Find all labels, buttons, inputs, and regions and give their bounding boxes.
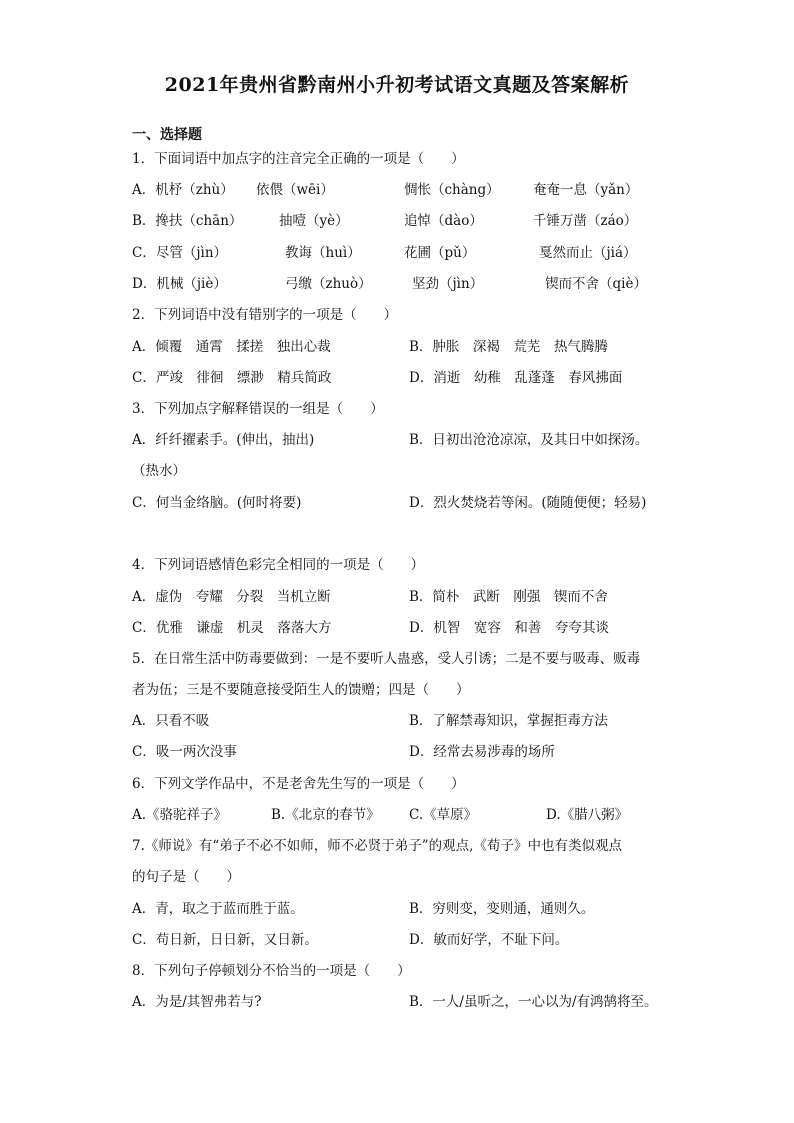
q1-c-1: C．尽管（jìn） (132, 245, 228, 261)
q1-d-4: 锲而不舍（qiè） (545, 276, 647, 292)
question-3-option-d: D．烈火焚烧若等闲。(随随便便；轻易) (409, 495, 647, 511)
question-1-option-c (0, 244, 794, 262)
q1-c-3: 花圃（pǔ） (404, 245, 476, 261)
question-7-option-a: A．青，取之于蓝而胜于蓝。 (132, 901, 304, 917)
question-5-stem-line-1: 5．在日常生活中防毒要做到：一是不要听人蛊惑，受人引诱；二是不要与吸毒、贩毒 (132, 651, 641, 667)
q1-b-4: 千锤万凿（záo） (533, 213, 638, 229)
page-title: 2021年贵州省黔南州小升初考试语文真题及答案解析 (164, 74, 630, 96)
q1-a-4: 奄奄一息（yǎn） (533, 182, 639, 198)
question-8-option-b: B．一人/虽听之，一心以为/有鸿鹄将至。 (409, 994, 658, 1010)
question-3-option-b: B．日初出沧沧凉凉，及其日中如探汤。 (409, 432, 649, 448)
question-6-option-a: A.《骆驼祥子》 (132, 807, 228, 823)
question-7-option-c: C．苟日新，日日新，又日新。 (132, 932, 318, 948)
q1-a-2: 依偎（wēi） (256, 182, 334, 198)
question-5-option-d: D．经常去易涉毒的场所 (409, 744, 555, 760)
question-4-option-c: C．优雅 谦虚 机灵 落落大方 (132, 620, 332, 636)
q1-b-3: 追悼（dào） (404, 213, 483, 229)
question-4-stem: 4．下列词语感情色彩完全相同的一项是（ ） (132, 557, 425, 573)
question-1-option-d (0, 275, 794, 293)
q1-c-2: 教诲（huì） (285, 245, 361, 261)
question-3-option-c: C．何当金络脑。(何时将要) (132, 495, 302, 511)
question-6-stem: 6．下列文学作品中，不是老舍先生写的一项是（ ） (132, 776, 465, 792)
q1-a-1: A．机杼（zhù） (132, 182, 234, 198)
question-5-stem-line-2: 者为伍；三是不要随意接受陌生人的馈赠；四是（ ） (132, 682, 470, 698)
q1-d-1: D．机械（jiè） (132, 276, 227, 292)
question-6-option-b: B.《北京的春节》 (271, 807, 380, 823)
question-6-option-c: C.《草原》 (409, 807, 478, 823)
section-heading: 一、选择题 (132, 127, 202, 143)
q1-b-2: 抽噎（yè） (279, 213, 349, 229)
question-6-option-d: D.《腊八粥》 (546, 807, 629, 823)
question-8-option-a: A．为是/其智弗若与? (132, 994, 262, 1010)
question-7-stem-line-1: 7.《师说》有“弟子不必不如师，师不必贤于弟子”的观点,《荀子》中也有类似观点 (132, 838, 622, 854)
question-5-option-a: A．只看不吸 (132, 713, 210, 729)
question-7-option-d: D．敏而好学，不耻下问。 (409, 932, 569, 948)
question-2-option-c: C．严竣 徘徊 缥渺 精兵简政 (132, 370, 332, 386)
question-3-option-b-cont: （热水） (132, 463, 186, 479)
q1-c-4: 戛然而止（jiá） (539, 245, 637, 261)
question-5-option-b: B．了解禁毒知识，掌握拒毒方法 (409, 713, 608, 729)
question-7-option-b: B．穷则变，变则通，通则久。 (409, 901, 595, 917)
question-8-stem: 8．下列句子停顿划分不恰当的一项是（ ） (132, 963, 411, 979)
q1-a-3: 惆怅（chàng） (404, 182, 500, 198)
question-2-option-b: B．肿胀 深褐 荒芜 热气腾腾 (409, 339, 608, 355)
question-2-option-a: A．倾覆 通霄 揉搓 独出心裁 (132, 339, 331, 355)
question-3-stem: 3．下列加点字解释错误的一组是（ ） (132, 401, 384, 417)
question-4-option-b: B．简朴 武断 刚强 锲而不舍 (409, 589, 608, 605)
question-2-option-d: D．消逝 幼稚 乱蓬蓬 春风拂面 (409, 370, 623, 386)
question-1-stem: 1．下面词语中加点字的注音完全正确的一项是（ ） (132, 151, 465, 167)
question-2-stem: 2．下列词语中没有错别字的一项是（ ） (132, 307, 398, 323)
question-7-stem-line-2: 的句子是（ ） (132, 869, 240, 885)
question-4-option-d: D．机智 宽容 和善 夸夸其谈 (409, 620, 609, 636)
question-1-option-b (0, 212, 794, 230)
question-3-option-a: A．纤纤擢素手。(伸出，抽出) (132, 432, 315, 448)
question-6-options (0, 806, 794, 824)
q1-d-2: 弓缴（zhuò） (285, 276, 372, 292)
q1-d-3: 坚劲（jìn） (412, 276, 484, 292)
question-1-option-a (0, 181, 794, 199)
q1-b-1: B．搀扶（chān） (132, 213, 243, 229)
question-4-option-a: A．虚伪 夸耀 分裂 当机立断 (132, 589, 331, 605)
question-5-option-c: C．吸一两次没事 (132, 744, 237, 760)
